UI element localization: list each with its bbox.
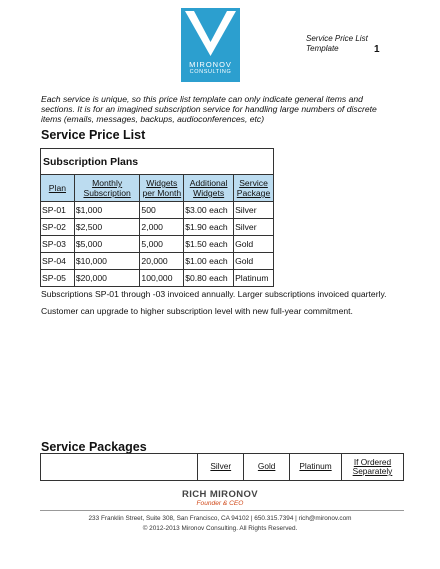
table-cell: $1.50 each xyxy=(184,236,234,253)
intro-paragraph: Each service is unique, so this price list template can only indicate general items and sections. It is for an imagined subscription service for handling large numbers of discrete items (emails, messages, backups, audioconferences, etc) xyxy=(41,94,377,124)
column-header: Monthly Subscription xyxy=(74,175,140,202)
table-cell: $2,500 xyxy=(74,219,140,236)
price-list-heading: Service Price List xyxy=(41,128,146,142)
footer-address: 233 Franklin Street, Suite 308, San Francisco, CA 94102 | 650.315.7394 | rich@mironov.com xyxy=(88,515,352,522)
table-cell: SP-02 xyxy=(41,219,75,236)
logo-name-line1: MIRONOV xyxy=(189,60,232,69)
table-cell: SP-04 xyxy=(41,253,75,270)
service-packages-table xyxy=(40,453,404,481)
logo-name-line2: CONSULTING xyxy=(189,69,232,75)
table-cell: 5,000 xyxy=(140,236,184,253)
table-caption: Subscription Plans xyxy=(41,149,274,175)
table-row xyxy=(41,236,274,253)
invoicing-note: Subscriptions SP-01 through -03 invoiced annually. Larger subscriptions invoiced quarterly. xyxy=(41,289,387,299)
table-cell: $1.00 each xyxy=(184,253,234,270)
table-cell: $5,000 xyxy=(74,236,140,253)
table-cell: 100,000 xyxy=(140,270,184,287)
table-row xyxy=(41,253,274,270)
column-header: Plan xyxy=(41,175,75,202)
table-cell: Gold xyxy=(234,253,274,270)
table-cell: Gold xyxy=(234,236,274,253)
upgrade-note: Customer can upgrade to higher subscription level with new full-year commitment. xyxy=(41,306,353,316)
table-row xyxy=(41,219,274,236)
footer-divider xyxy=(40,510,404,511)
table-cell: SP-03 xyxy=(41,236,75,253)
subscription-plans-table xyxy=(40,148,274,287)
column-header: Additional Widgets xyxy=(184,175,234,202)
table-row xyxy=(41,270,274,287)
table-cell: 2,000 xyxy=(140,219,184,236)
package-silver-header: Silver xyxy=(198,454,244,481)
package-separately-header: If Ordered Separately xyxy=(341,454,403,481)
column-header: Widgets per Month xyxy=(140,175,184,202)
table-cell: $3.00 each xyxy=(184,202,234,219)
document-title: Service Price List Template xyxy=(306,34,368,53)
table-cell: Silver xyxy=(234,202,274,219)
package-gold-header: Gold xyxy=(244,454,290,481)
package-platinum-header: Platinum xyxy=(290,454,342,481)
table-cell: 500 xyxy=(140,202,184,219)
company-logo xyxy=(181,8,240,82)
table-cell: $10,000 xyxy=(74,253,140,270)
footer-name: RICH MIRONOV xyxy=(181,489,259,500)
packages-header-row xyxy=(41,454,404,481)
table-cell: $1.90 each xyxy=(184,219,234,236)
v-logo-icon xyxy=(181,8,240,60)
table-cell: $20,000 xyxy=(74,270,140,287)
page-number: 1 xyxy=(374,44,380,55)
table-cell: $0.80 each xyxy=(184,270,234,287)
footer-role: Founder & CEO xyxy=(196,500,244,507)
table-cell: Silver xyxy=(234,219,274,236)
table-cell: 20,000 xyxy=(140,253,184,270)
column-header: Service Package xyxy=(234,175,274,202)
footer-copyright: © 2012-2013 Mironov Consulting. All Rights Reserved. xyxy=(142,525,298,532)
packages-blank-cell xyxy=(41,454,198,481)
table-header-row xyxy=(41,175,274,202)
table-cell: SP-05 xyxy=(41,270,75,287)
table-cell: Platinum xyxy=(234,270,274,287)
table-cell: $1,000 xyxy=(74,202,140,219)
service-packages-heading: Service Packages xyxy=(41,440,147,454)
table-row xyxy=(41,202,274,219)
table-cell: SP-01 xyxy=(41,202,75,219)
